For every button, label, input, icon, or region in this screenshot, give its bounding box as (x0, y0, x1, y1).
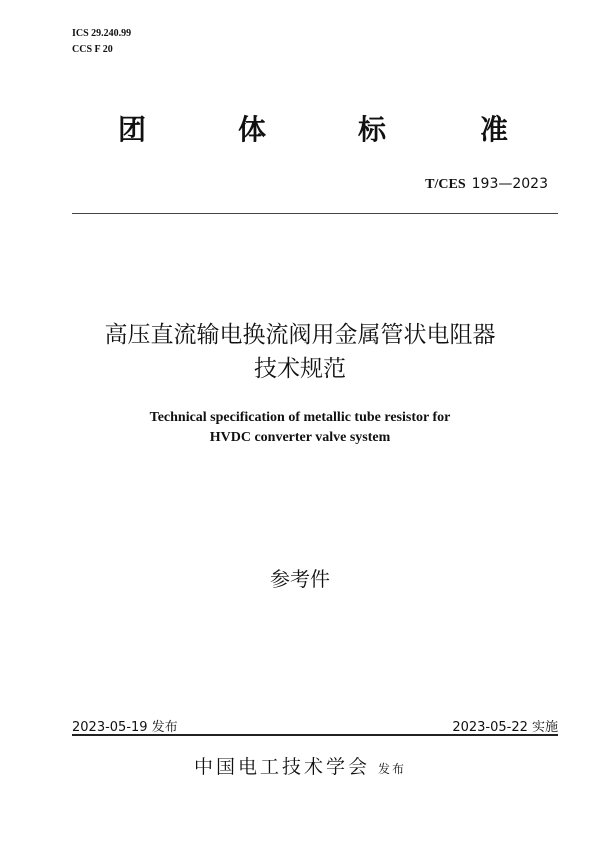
category-char-1: 团 (118, 113, 147, 146)
dates-row (72, 716, 558, 735)
category-char-4: 准 (480, 113, 509, 146)
title-en-line2: HVDC converter valve system (209, 430, 391, 445)
publisher-name: 中国电工技术学会 (193, 756, 370, 778)
title-english (0, 408, 600, 448)
category-char-2: 体 (238, 113, 267, 146)
publisher (0, 752, 600, 779)
title-chinese (0, 318, 600, 386)
header-divider (72, 213, 558, 214)
category-char-3: 标 (358, 113, 387, 146)
footer-divider (72, 734, 558, 736)
ccs-code: CCS F 20 (72, 44, 113, 55)
ics-code: ICS 29.240.99 (72, 28, 132, 39)
title-cn-line1: 高压直流输电换流阀用金属管状电阻器 (104, 322, 496, 348)
standard-prefix: T/CES (425, 177, 466, 192)
title-cn-line2: 技术规范 (254, 356, 346, 382)
standard-code: 193—2023 (471, 176, 548, 192)
title-en-line1: Technical specification of metallic tube resistor for (149, 410, 451, 425)
issue-date: 2023-05-19 发布 (72, 720, 178, 735)
reference-label: 参考件 (270, 567, 330, 591)
classification-codes (72, 26, 131, 58)
publisher-suffix: 发布 (378, 762, 407, 776)
standard-number (425, 176, 548, 193)
implementation-date: 2023-05-22 实施 (452, 720, 558, 735)
